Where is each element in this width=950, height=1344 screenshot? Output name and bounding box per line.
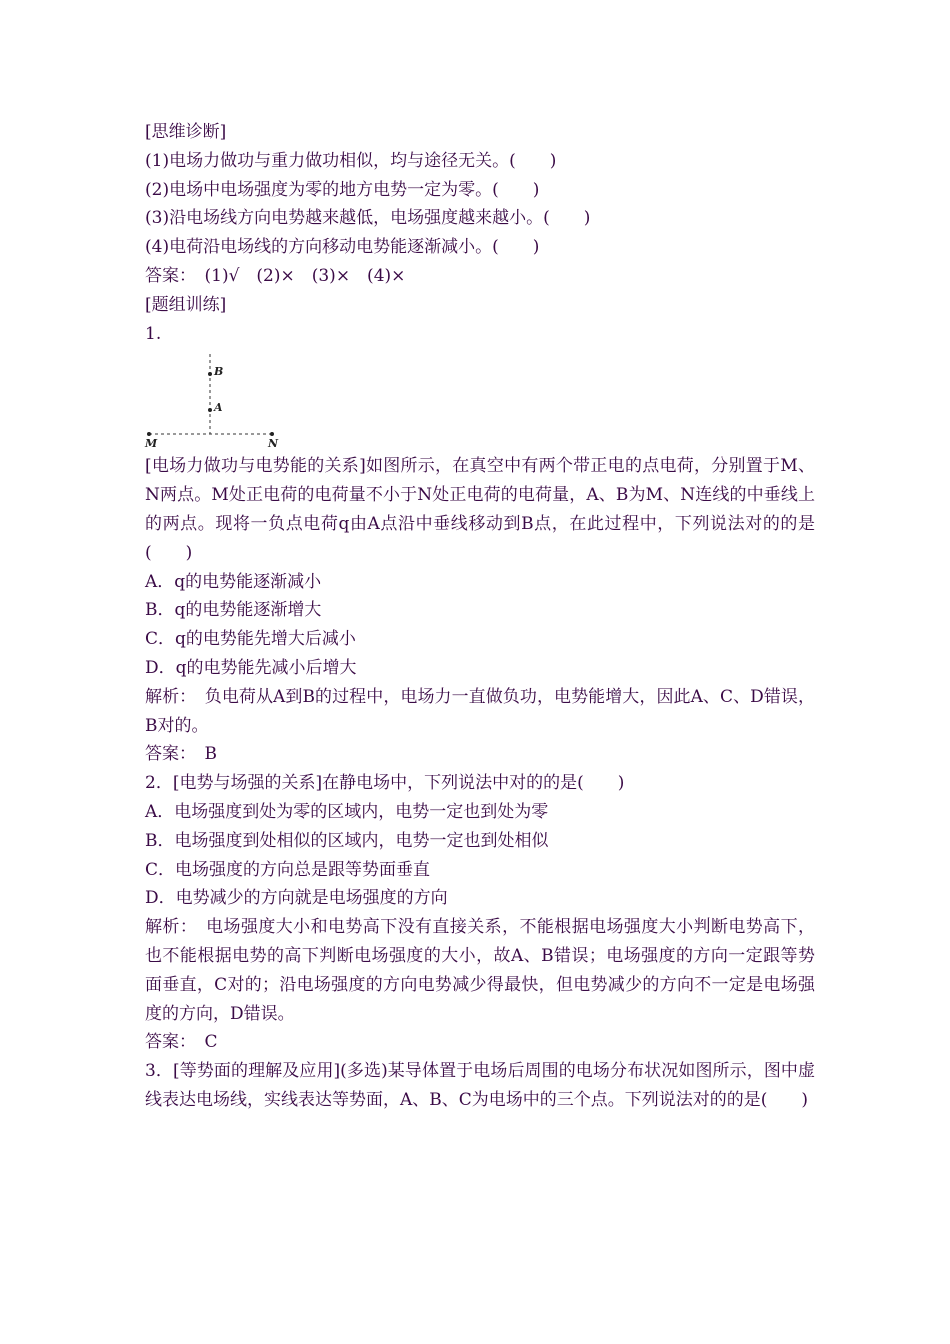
- section-heading-training: [题组训练]: [145, 294, 227, 315]
- question-2-option-a: A．电场强度到处为零的区域内，电势一定也到处为零: [145, 801, 549, 822]
- question-1-answer: 答案： B: [145, 744, 217, 765]
- question-1-number: 1.: [145, 323, 162, 344]
- point-a: [208, 408, 212, 412]
- question-2-option-c: C．电场强度的方向总是跟等势面垂直: [145, 859, 431, 880]
- question-3-text: 3．[等势面的理解及应用](多选)某导体置于电场后周围的电场分布状况如图所示，图中虚线表达电场线，实线表达等势面，A、B、C为电场中的三个点。下列说法对的的是( ): [145, 1061, 815, 1110]
- question-1-option-a: A．q的电势能逐渐减小: [145, 571, 322, 592]
- question-1-analysis: 解析： 负电荷从A到B的过程中，电场力一直做负功，电势能增大，因此A、C、D错误，B对的。: [145, 686, 815, 736]
- question-2-analysis: 解析： 电场强度大小和电势高下没有直接关系，不能根据电场强度大小判断电势高下，也不能根据电势的高下判断电场强度的大小，故A、B错误；电场强度的方向一定跟等势面垂直，C对的；沿电场强度的方向电势减少得最快，但电势减少的方向不一定是电场强度的方向，D错误。: [145, 917, 815, 1024]
- diagnosis-item-2: (2)电场中电场强度为零的地方电势一定为零。( ): [145, 179, 540, 200]
- diagnosis-answer: 答案： (1)√ (2)× (3)× (4)×: [145, 265, 406, 286]
- question-2-answer: 答案： C: [145, 1032, 218, 1053]
- document-page: [145, 118, 815, 1115]
- point-b: [208, 372, 212, 376]
- question-1-option-d: D．q的电势能先减小后增大: [145, 657, 357, 678]
- label-b: B: [214, 365, 224, 379]
- question-1-text: [电场力做功与电势能的关系]如图所示，在真空中有两个带正电的点电荷，分别置于M、N两点。M处正电荷的电荷量不小于N处正电荷的电荷量，A、B为M、N连线的中垂线上的两点。现将一负点电荷q由A点沿中垂线移动到B点，在此过程中，下列说法对的的是( ): [145, 456, 815, 563]
- point-n: [270, 432, 274, 436]
- question-1-option-c: C．q的电势能先增大后减小: [145, 629, 356, 650]
- point-m: [147, 432, 151, 436]
- section-heading-diagnosis: [思维诊断]: [145, 122, 227, 142]
- question-2-option-b: B．电场强度到处相似的区域内，电势一定也到处相似: [145, 830, 549, 851]
- diagnosis-item-3: (3)沿电场线方向电势越来越低，电场强度越来越小。( ): [145, 208, 591, 229]
- diagnosis-item-4: (4)电荷沿电场线的方向移动电势能逐渐减小。( ): [145, 237, 540, 258]
- label-m: M: [145, 437, 158, 451]
- charge-diagram: [145, 352, 345, 452]
- question-1-option-b: B．q的电势能逐渐增大: [145, 600, 322, 621]
- question-2-text: 2．[电势与场强的关系]在静电场中，下列说法中对的的是( ): [145, 773, 625, 794]
- question-2-option-d: D．电势减少的方向就是电场强度的方向: [145, 888, 448, 909]
- label-n: N: [268, 437, 279, 451]
- label-a: A: [214, 401, 223, 415]
- diagnosis-item-1: (1)电场力做功与重力做功相似，均与途径无关。( ): [145, 150, 557, 171]
- charge-diagram-svg: [145, 352, 345, 452]
